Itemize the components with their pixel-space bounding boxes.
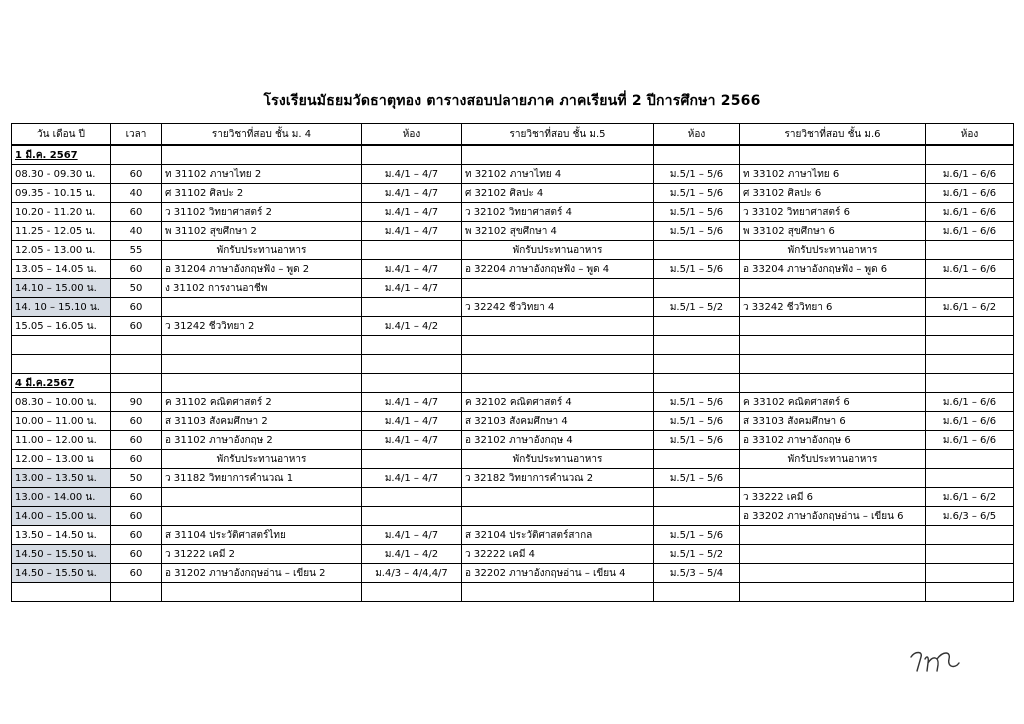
time-cell: 14. 10 – 15.10 น.	[12, 298, 111, 317]
subject-m6-cell: ท 33102 ภาษาไทย 6	[740, 165, 926, 184]
signature	[905, 645, 965, 675]
subject-m4-cell: ท 31102 ภาษาไทย 2	[162, 165, 362, 184]
empty-cell	[362, 583, 462, 602]
header-room-m5: ห้อง	[654, 124, 740, 146]
empty-cell	[926, 374, 1014, 393]
room-m5-cell	[654, 317, 740, 336]
room-m5-cell	[654, 279, 740, 298]
exam-row	[12, 526, 1014, 545]
room-m5-cell: ม.5/1 – 5/2	[654, 545, 740, 564]
time-cell: 13.05 – 14.05 น.	[12, 260, 111, 279]
room-m5-cell	[654, 450, 740, 469]
empty-cell	[111, 583, 162, 602]
empty-cell	[654, 374, 740, 393]
room-m4-cell: ม.4/1 – 4/7	[362, 412, 462, 431]
room-m4-cell: ม.4/1 – 4/7	[362, 184, 462, 203]
subject-m4-cell	[162, 488, 362, 507]
room-m4-cell: ม.4/1 – 4/7	[362, 203, 462, 222]
exam-row	[12, 545, 1014, 564]
empty-cell	[462, 374, 654, 393]
subject-m6-cell	[740, 526, 926, 545]
subject-m6-cell: พักรับประทานอาหาร	[740, 450, 926, 469]
room-m5-cell: ม.5/1 – 5/6	[654, 526, 740, 545]
room-m5-cell	[654, 507, 740, 526]
duration-cell: 60	[111, 412, 162, 431]
room-m6-cell: ม.6/1 – 6/6	[926, 222, 1014, 241]
exam-row	[12, 317, 1014, 336]
empty-cell	[162, 355, 362, 374]
room-m6-cell	[926, 450, 1014, 469]
subject-m6-cell: ว 33242 ชีววิทยา 6	[740, 298, 926, 317]
subject-m6-cell: อ 33102 ภาษาอังกฤษ 6	[740, 431, 926, 450]
room-m4-cell: ม.4/1 – 4/7	[362, 526, 462, 545]
room-m5-cell: ม.5/1 – 5/6	[654, 184, 740, 203]
blank-row	[12, 583, 1014, 602]
empty-cell	[162, 374, 362, 393]
subject-m6-cell: ศ 33102 ศิลปะ 6	[740, 184, 926, 203]
room-m6-cell: ม.6/1 – 6/6	[926, 184, 1014, 203]
room-m6-cell	[926, 526, 1014, 545]
room-m5-cell: ม.5/1 – 5/6	[654, 431, 740, 450]
room-m4-cell	[362, 488, 462, 507]
subject-m4-cell: ว 31222 เคมี 2	[162, 545, 362, 564]
time-cell: 14.50 – 15.50 น.	[12, 564, 111, 583]
subject-m6-cell: ว 33102 วิทยาศาสตร์ 6	[740, 203, 926, 222]
subject-m4-cell: ศ 31102 ศิลปะ 2	[162, 184, 362, 203]
subject-m6-cell: ค 33102 คณิตศาสตร์ 6	[740, 393, 926, 412]
room-m4-cell	[362, 241, 462, 260]
empty-cell	[462, 145, 654, 165]
empty-cell	[12, 355, 111, 374]
subject-m5-cell: ว 32102 วิทยาศาสตร์ 4	[462, 203, 654, 222]
room-m4-cell	[362, 450, 462, 469]
blank-row	[12, 336, 1014, 355]
header-subject-m4: รายวิชาที่สอบ ชั้น ม. 4	[162, 124, 362, 146]
time-cell: 09.35 - 10.15 น.	[12, 184, 111, 203]
room-m6-cell	[926, 241, 1014, 260]
empty-cell	[362, 374, 462, 393]
room-m4-cell: ม.4/1 – 4/7	[362, 260, 462, 279]
exam-row	[12, 507, 1014, 526]
header-duration: เวลา	[111, 124, 162, 146]
room-m6-cell: ม.6/1 – 6/6	[926, 431, 1014, 450]
empty-cell	[462, 355, 654, 374]
room-m5-cell: ม.5/3 – 5/4	[654, 564, 740, 583]
subject-m5-cell	[462, 488, 654, 507]
room-m5-cell: ม.5/1 – 5/6	[654, 165, 740, 184]
subject-m6-cell: พักรับประทานอาหาร	[740, 241, 926, 260]
room-m5-cell: ม.5/1 – 5/6	[654, 469, 740, 488]
subject-m4-cell: ว 31102 วิทยาศาสตร์ 2	[162, 203, 362, 222]
time-cell: 08.30 – 10.00 น.	[12, 393, 111, 412]
empty-cell	[111, 374, 162, 393]
header-room-m4: ห้อง	[362, 124, 462, 146]
exam-row	[12, 469, 1014, 488]
date-row	[12, 145, 1014, 165]
empty-cell	[162, 583, 362, 602]
empty-cell	[362, 145, 462, 165]
room-m4-cell: ม.4/1 – 4/2	[362, 545, 462, 564]
room-m6-cell	[926, 564, 1014, 583]
header-date: วัน เดือน ปี	[12, 124, 111, 146]
subject-m5-cell: ท 32102 ภาษาไทย 4	[462, 165, 654, 184]
room-m6-cell: ม.6/3 – 6/5	[926, 507, 1014, 526]
duration-cell: 60	[111, 564, 162, 583]
subject-m5-cell: พ 32102 สุขศึกษา 4	[462, 222, 654, 241]
subject-m5-cell: ศ 32102 ศิลปะ 4	[462, 184, 654, 203]
duration-cell: 60	[111, 450, 162, 469]
room-m4-cell: ม.4/1 – 4/2	[362, 317, 462, 336]
room-m4-cell: ม.4/1 – 4/7	[362, 469, 462, 488]
subject-m5-cell: อ 32202 ภาษาอังกฤษอ่าน – เขียน 4	[462, 564, 654, 583]
room-m4-cell	[362, 507, 462, 526]
duration-cell: 60	[111, 260, 162, 279]
subject-m6-cell: ส 33103 สังคมศึกษา 6	[740, 412, 926, 431]
date-cell: 1 มี.ค. 2567	[12, 145, 111, 165]
subject-m4-cell	[162, 298, 362, 317]
room-m5-cell: ม.5/1 – 5/6	[654, 412, 740, 431]
empty-cell	[926, 583, 1014, 602]
time-cell: 13.00 – 13.50 น.	[12, 469, 111, 488]
subject-m5-cell: อ 32102 ภาษาอังกฤษ 4	[462, 431, 654, 450]
room-m5-cell	[654, 488, 740, 507]
empty-cell	[926, 336, 1014, 355]
subject-m4-cell: ค 31102 คณิตศาสตร์ 2	[162, 393, 362, 412]
date-row	[12, 374, 1014, 393]
duration-cell: 60	[111, 507, 162, 526]
subject-m5-cell: ส 32103 สังคมศึกษา 4	[462, 412, 654, 431]
empty-cell	[654, 145, 740, 165]
exam-row	[12, 431, 1014, 450]
subject-m4-cell: พักรับประทานอาหาร	[162, 241, 362, 260]
subject-m6-cell	[740, 545, 926, 564]
room-m4-cell: ม.4/1 – 4/7	[362, 393, 462, 412]
room-m6-cell	[926, 317, 1014, 336]
empty-cell	[740, 145, 926, 165]
room-m4-cell: ม.4/1 – 4/7	[362, 279, 462, 298]
duration-cell: 50	[111, 469, 162, 488]
room-m6-cell: ม.6/1 – 6/6	[926, 412, 1014, 431]
subject-m4-cell: ว 31182 วิทยาการคำนวณ 1	[162, 469, 362, 488]
room-m6-cell: ม.6/1 – 6/6	[926, 260, 1014, 279]
duration-cell: 60	[111, 298, 162, 317]
subject-m4-cell	[162, 507, 362, 526]
time-cell: 14.50 – 15.50 น.	[12, 545, 111, 564]
subject-m4-cell: อ 31202 ภาษาอังกฤษอ่าน – เขียน 2	[162, 564, 362, 583]
exam-row	[12, 203, 1014, 222]
empty-cell	[12, 336, 111, 355]
subject-m5-cell: ส 32104 ประวัติศาสตร์สากล	[462, 526, 654, 545]
duration-cell: 60	[111, 203, 162, 222]
room-m6-cell: ม.6/1 – 6/6	[926, 393, 1014, 412]
time-cell: 11.00 – 12.00 น.	[12, 431, 111, 450]
room-m5-cell: ม.5/1 – 5/6	[654, 393, 740, 412]
lunch-row	[12, 450, 1014, 469]
subject-m5-cell	[462, 507, 654, 526]
header-row	[12, 124, 1014, 146]
room-m6-cell: ม.6/1 – 6/6	[926, 165, 1014, 184]
exam-row	[12, 298, 1014, 317]
subject-m6-cell	[740, 317, 926, 336]
date-cell: 4 มี.ค.2567	[12, 374, 111, 393]
duration-cell: 40	[111, 222, 162, 241]
subject-m6-cell: อ 33204 ภาษาอังกฤษฟัง – พูด 6	[740, 260, 926, 279]
time-cell: 10.00 – 11.00 น.	[12, 412, 111, 431]
subject-m6-cell: พ 33102 สุขศึกษา 6	[740, 222, 926, 241]
subject-m5-cell: ว 32242 ชีววิทยา 4	[462, 298, 654, 317]
empty-cell	[740, 336, 926, 355]
exam-row	[12, 564, 1014, 583]
exam-schedule-table	[11, 123, 1014, 602]
empty-cell	[654, 336, 740, 355]
subject-m5-cell: ว 32182 วิทยาการคำนวณ 2	[462, 469, 654, 488]
empty-cell	[162, 145, 362, 165]
room-m5-cell	[654, 241, 740, 260]
time-cell: 15.05 – 16.05 น.	[12, 317, 111, 336]
duration-cell: 55	[111, 241, 162, 260]
exam-row	[12, 279, 1014, 298]
schedule-body	[12, 145, 1014, 602]
empty-cell	[462, 583, 654, 602]
header-subject-m6: รายวิชาที่สอบ ชั้น ม.6	[740, 124, 926, 146]
duration-cell: 60	[111, 526, 162, 545]
duration-cell: 60	[111, 545, 162, 564]
duration-cell: 60	[111, 165, 162, 184]
exam-row	[12, 412, 1014, 431]
subject-m5-cell: ค 32102 คณิตศาสตร์ 4	[462, 393, 654, 412]
exam-row	[12, 222, 1014, 241]
lunch-row	[12, 241, 1014, 260]
subject-m4-cell: พักรับประทานอาหาร	[162, 450, 362, 469]
room-m6-cell	[926, 279, 1014, 298]
room-m4-cell: ม.4/3 – 4/4,4/7	[362, 564, 462, 583]
room-m6-cell: ม.6/1 – 6/6	[926, 203, 1014, 222]
subject-m5-cell: อ 32204 ภาษาอังกฤษฟัง – พูด 4	[462, 260, 654, 279]
empty-cell	[111, 145, 162, 165]
exam-row	[12, 260, 1014, 279]
empty-cell	[740, 583, 926, 602]
room-m4-cell: ม.4/1 – 4/7	[362, 222, 462, 241]
subject-m4-cell: อ 31204 ภาษาอังกฤษฟัง – พูด 2	[162, 260, 362, 279]
time-cell: 10.20 - 11.20 น.	[12, 203, 111, 222]
room-m4-cell: ม.4/1 – 4/7	[362, 165, 462, 184]
exam-row	[12, 184, 1014, 203]
room-m5-cell: ม.5/1 – 5/6	[654, 260, 740, 279]
empty-cell	[111, 336, 162, 355]
room-m6-cell	[926, 545, 1014, 564]
subject-m6-cell	[740, 279, 926, 298]
empty-cell	[462, 336, 654, 355]
duration-cell: 90	[111, 393, 162, 412]
room-m6-cell	[926, 469, 1014, 488]
subject-m5-cell	[462, 279, 654, 298]
exam-row	[12, 488, 1014, 507]
time-cell: 13.50 – 14.50 น.	[12, 526, 111, 545]
room-m6-cell: ม.6/1 – 6/2	[926, 298, 1014, 317]
subject-m6-cell	[740, 564, 926, 583]
time-cell: 08.30 - 09.30 น.	[12, 165, 111, 184]
time-cell: 12.05 - 13.00 น.	[12, 241, 111, 260]
room-m5-cell: ม.5/1 – 5/6	[654, 222, 740, 241]
empty-cell	[362, 336, 462, 355]
room-m5-cell: ม.5/1 – 5/6	[654, 203, 740, 222]
time-cell: 13.00 - 14.00 น.	[12, 488, 111, 507]
time-cell: 14.00 – 15.00 น.	[12, 507, 111, 526]
empty-cell	[12, 583, 111, 602]
room-m4-cell: ม.4/1 – 4/7	[362, 431, 462, 450]
subject-m5-cell: พักรับประทานอาหาร	[462, 241, 654, 260]
time-cell: 11.25 - 12.05 น.	[12, 222, 111, 241]
time-cell: 12.00 – 13.00 น	[12, 450, 111, 469]
header-room-m6: ห้อง	[926, 124, 1014, 146]
subject-m5-cell: ว 32222 เคมี 4	[462, 545, 654, 564]
empty-cell	[740, 374, 926, 393]
subject-m6-cell: อ 33202 ภาษาอังกฤษอ่าน – เขียน 6	[740, 507, 926, 526]
subject-m5-cell	[462, 317, 654, 336]
room-m5-cell: ม.5/1 – 5/2	[654, 298, 740, 317]
subject-m4-cell: ส 31104 ประวัติศาสตร์ไทย	[162, 526, 362, 545]
room-m4-cell	[362, 298, 462, 317]
header-subject-m5: รายวิชาที่สอบ ชั้น ม.5	[462, 124, 654, 146]
duration-cell: 60	[111, 431, 162, 450]
subject-m5-cell: พักรับประทานอาหาร	[462, 450, 654, 469]
exam-row	[12, 393, 1014, 412]
empty-cell	[162, 336, 362, 355]
subject-m4-cell: ว 31242 ชีววิทยา 2	[162, 317, 362, 336]
subject-m4-cell: พ 31102 สุขศึกษา 2	[162, 222, 362, 241]
subject-m4-cell: ง 31102 การงานอาชีพ	[162, 279, 362, 298]
empty-cell	[654, 355, 740, 374]
subject-m6-cell: ว 33222 เคมี 6	[740, 488, 926, 507]
duration-cell: 60	[111, 488, 162, 507]
room-m6-cell: ม.6/1 – 6/2	[926, 488, 1014, 507]
empty-cell	[362, 355, 462, 374]
duration-cell: 40	[111, 184, 162, 203]
page-title: โรงเรียนมัธยมวัดธาตุทอง ตารางสอบปลายภาค ภาคเรียนที่ 2 ปีการศึกษา 2566	[263, 93, 761, 109]
blank-row	[12, 355, 1014, 374]
empty-cell	[111, 355, 162, 374]
duration-cell: 50	[111, 279, 162, 298]
subject-m4-cell: ส 31103 สังคมศึกษา 2	[162, 412, 362, 431]
exam-row	[12, 165, 1014, 184]
time-cell: 14.10 – 15.00 น.	[12, 279, 111, 298]
empty-cell	[926, 145, 1014, 165]
subject-m4-cell: อ 31102 ภาษาอังกฤษ 2	[162, 431, 362, 450]
empty-cell	[654, 583, 740, 602]
empty-cell	[740, 355, 926, 374]
duration-cell: 60	[111, 317, 162, 336]
empty-cell	[926, 355, 1014, 374]
subject-m6-cell	[740, 469, 926, 488]
